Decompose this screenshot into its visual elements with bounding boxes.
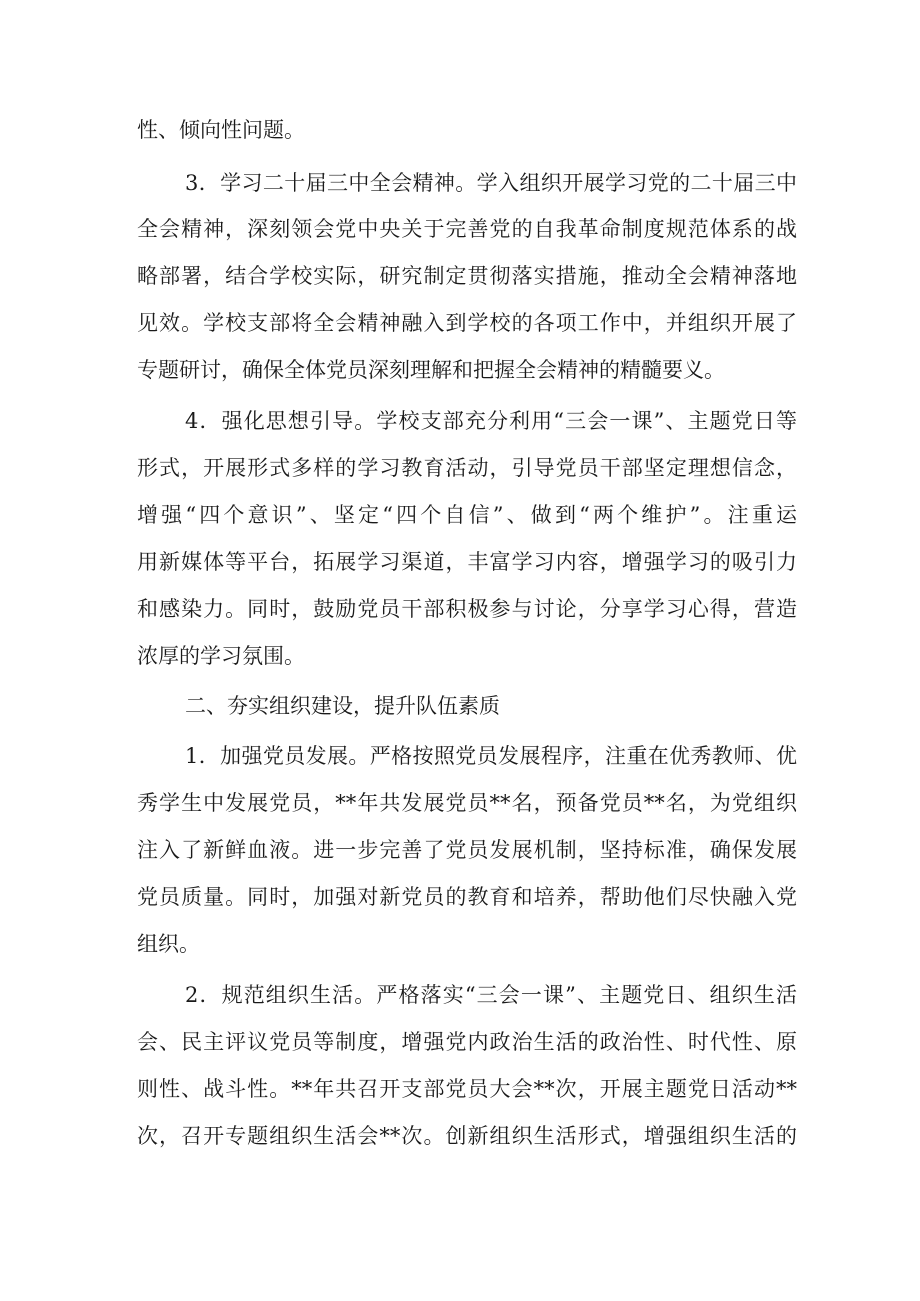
paragraph-line: 次，召开专题组织生活会**次。创新组织生活形式，增强组织生活的 bbox=[137, 1124, 797, 1148]
paragraph-line: 则性、战斗性。**年共召开支部党员大会**次，开展主题党日活动** bbox=[137, 1077, 797, 1101]
paragraph-line: 秀学生中发展党员，**年共发展党员**名，预备党员**名，为党组织 bbox=[137, 791, 797, 815]
section-3-first-line: 3．学习二十届三中全会精神。学入组织开展学习党的二十届三中 bbox=[185, 171, 797, 195]
section-2-first-line: 2．规范组织生活。严格落实“三会一课”、主题党日、组织生活 bbox=[185, 983, 797, 1007]
paragraph-line: 专题研讨，确保全体党员深刻理解和把握全会精神的精髓要义。 bbox=[137, 358, 725, 382]
paragraph-line: 注入了新鲜血液。进一步完善了党员发展机制，坚持标准，确保发展 bbox=[137, 838, 797, 862]
paragraph-line: 见效。学校支部将全会精神融入到学校的各项工作中，并组织开展了 bbox=[137, 311, 797, 335]
paragraph-line: 性、倾向性问题。 bbox=[137, 118, 305, 142]
section-4-first-line: 4．强化思想引导。学校支部充分利用“三会一课”、主题党日等 bbox=[185, 409, 797, 433]
paragraph-line: 和感染力。同时，鼓励党员干部积极参与讨论，分享学习心得，营造 bbox=[137, 597, 797, 621]
paragraph-line: 组织。 bbox=[137, 932, 200, 956]
paragraph-line: 略部署，结合学校实际，研究制定贯彻落实措施，推动全会精神落地 bbox=[137, 264, 797, 288]
paragraph-line: 党员质量。同时，加强对新党员的教育和培养，帮助他们尽快融入党 bbox=[137, 885, 797, 909]
section-heading: 二、夯实组织建设，提升队伍素质 bbox=[185, 694, 500, 718]
section-1-first-line: 1．加强党员发展。严格按照党员发展程序，注重在优秀教师、优 bbox=[185, 744, 797, 768]
paragraph-line: 全会精神，深刻领会党中央关于完善党的自我革命制度规范体系的战 bbox=[137, 217, 797, 241]
paragraph-line: 增强“四个意识”、坚定“四个自信”、做到“两个维护”。注重运 bbox=[137, 503, 797, 527]
paragraph-line: 用新媒体等平台，拓展学习渠道，丰富学习内容，增强学习的吸引力 bbox=[137, 550, 797, 574]
paragraph-line: 浓厚的学习氛围。 bbox=[137, 644, 305, 668]
paragraph-line: 会、民主评议党员等制度，增强党内政治生活的政治性、时代性、原 bbox=[137, 1030, 797, 1054]
paragraph-line: 形式，开展形式多样的学习教育活动，引导党员干部坚定理想信念， bbox=[137, 456, 797, 480]
